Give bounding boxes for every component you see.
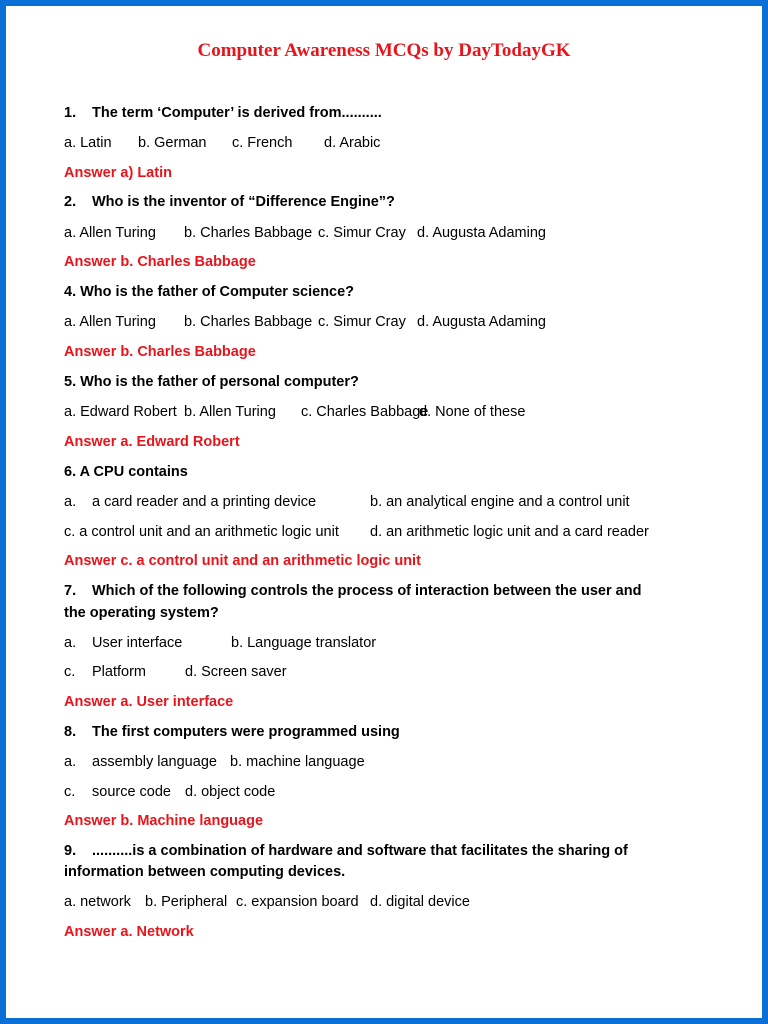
options-8-row-1 xyxy=(64,753,365,771)
answer-5: Answer a. Edward Robert xyxy=(64,434,240,450)
option-a: a. Latin xyxy=(64,135,112,151)
option-b: b. Allen Turing xyxy=(184,404,276,420)
option-c: c. Simur Cray xyxy=(318,314,406,330)
option-d: d. Screen saver xyxy=(185,664,287,680)
question-7 xyxy=(64,582,641,600)
option-b: b. machine language xyxy=(230,754,365,770)
answer-7: Answer a. User interface xyxy=(64,694,234,710)
options-7-row-2 xyxy=(64,663,287,681)
options-4 xyxy=(64,313,546,331)
options-9 xyxy=(64,893,470,911)
option-d: d. Augusta Adaming xyxy=(417,225,546,241)
question-2 xyxy=(64,193,395,211)
option-b: b. an analytical engine and a control unit xyxy=(370,494,630,510)
option-letter: c. xyxy=(64,784,76,800)
question-text: Which of the following controls the process of interaction between the user and xyxy=(92,583,642,599)
option-letter: c. xyxy=(64,664,76,680)
option-c: c. a control unit and an arithmetic logic unit xyxy=(64,524,339,540)
question-text: Who is the inventor of “Difference Engine”? xyxy=(92,194,395,210)
options-6-row-2 xyxy=(64,523,649,541)
option-d: d. Augusta Adaming xyxy=(417,314,546,330)
options-2 xyxy=(64,224,546,242)
options-8-row-2 xyxy=(64,783,275,801)
page-title: Computer Awareness MCQs by DayTodayGK xyxy=(197,40,571,61)
question-6: 6. A CPU contains xyxy=(64,464,188,480)
option-b: b. Language translator xyxy=(231,635,377,651)
option-c: Platform xyxy=(92,664,146,680)
answer-6: Answer c. a control unit and an arithmetic logic unit xyxy=(64,553,421,569)
answer-8: Answer b. Machine language xyxy=(64,813,264,829)
answer-2: Answer b. Charles Babbage xyxy=(64,254,256,270)
question-7-continued: the operating system? xyxy=(64,605,219,621)
option-c: c. expansion board xyxy=(236,894,359,910)
option-a: a. Edward Robert xyxy=(64,404,177,420)
option-c: source code xyxy=(92,784,171,800)
question-number: 9. xyxy=(64,843,77,859)
option-d: d. Arabic xyxy=(324,135,381,151)
option-b: b. Peripheral xyxy=(145,894,228,910)
option-a: a. network xyxy=(64,894,131,910)
option-d: d. object code xyxy=(185,784,276,800)
question-9 xyxy=(64,842,628,860)
option-a: User interface xyxy=(92,635,183,651)
option-b: b. Charles Babbage xyxy=(184,225,313,241)
option-a: a. Allen Turing xyxy=(64,314,156,330)
option-a: a. Allen Turing xyxy=(64,225,156,241)
question-text: The term ‘Computer’ is derived from.......... xyxy=(92,105,382,121)
option-a: a card reader and a printing device xyxy=(92,494,317,510)
option-b: b. Charles Babbage xyxy=(184,314,313,330)
option-b: b. German xyxy=(138,135,207,151)
question-1 xyxy=(64,104,382,122)
answer-4: Answer b. Charles Babbage xyxy=(64,344,256,360)
option-d: d. an arithmetic logic unit and a card reader xyxy=(370,524,649,540)
options-7-row-1 xyxy=(64,634,376,652)
question-8 xyxy=(64,723,400,741)
question-number: 8. xyxy=(64,724,77,740)
options-6-row-1 xyxy=(64,493,630,511)
question-9-continued: information between computing devices. xyxy=(64,864,346,880)
question-number: 2. xyxy=(64,194,77,210)
answer-1: Answer a) Latin xyxy=(64,165,172,181)
question-number: 7. xyxy=(64,583,77,599)
question-number: 1. xyxy=(64,105,77,121)
question-text: ..........is a combination of hardware and software that facilitates the sharing of xyxy=(92,843,628,859)
question-5: 5. Who is the father of personal computer? xyxy=(64,374,359,390)
option-c: c. French xyxy=(232,135,293,151)
option-letter: a. xyxy=(64,754,77,770)
option-letter: a. xyxy=(64,494,77,510)
question-text: The first computers were programmed using xyxy=(92,724,400,740)
option-c: c. Simur Cray xyxy=(318,225,406,241)
question-4: 4. Who is the father of Computer science? xyxy=(64,284,355,300)
option-letter: a. xyxy=(64,635,77,651)
options-5 xyxy=(64,403,525,421)
answer-9: Answer a. Network xyxy=(64,924,194,940)
options-1 xyxy=(64,134,380,152)
option-d: d. None of these xyxy=(419,404,526,420)
option-a: assembly language xyxy=(92,754,217,770)
option-c: c. Charles Babbage xyxy=(301,404,429,420)
option-d: d. digital device xyxy=(370,894,470,910)
